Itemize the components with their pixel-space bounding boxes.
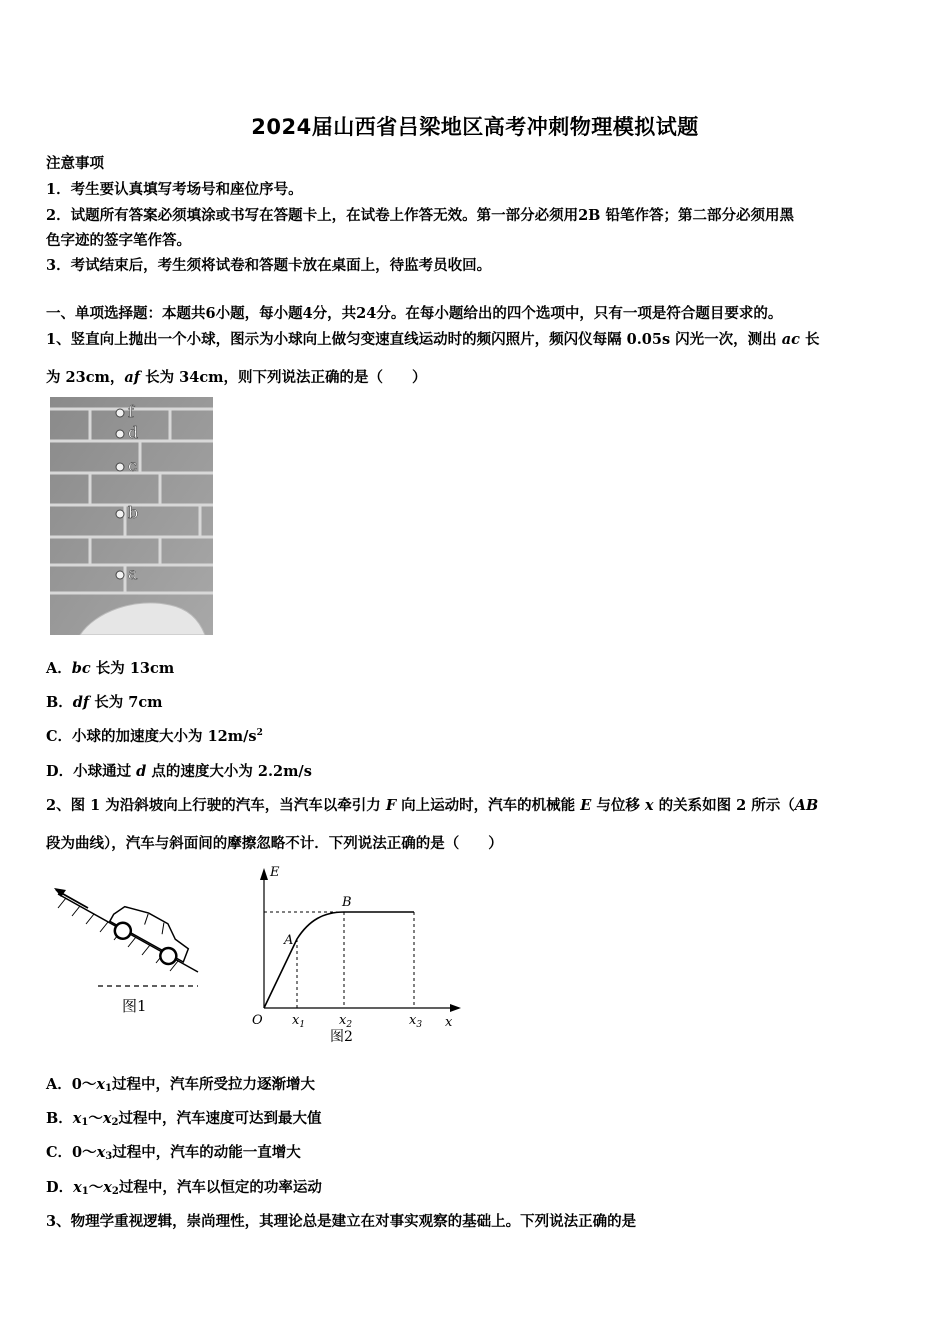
figure-2-label: 图2 [330, 1029, 353, 1045]
q2-var-ab: AB [794, 797, 819, 814]
figure-2-energy-graph [244, 860, 469, 1050]
option-tilde: ～ [88, 1179, 104, 1196]
q2-var-f: F [385, 797, 397, 814]
option-prefix: B． [46, 1110, 73, 1127]
q2-stem-text: 的关系如图 2 所示（ [653, 797, 795, 814]
note-item-3: 3．考试结束后，考生须将试卷和答题卡放在桌面上，待监考员收回。 [46, 257, 492, 274]
q2-stem-text: 2、图 1 为沿斜坡向上行驶的汽车，当汽车以牵引力 [46, 797, 386, 814]
option-var: x [103, 1179, 112, 1196]
exam-title: 2024届山西省吕梁地区高考冲刺物理模拟试题 [251, 115, 699, 139]
ball-a [116, 571, 124, 579]
label-b: b [128, 503, 139, 522]
figure-1-label: 图1 [122, 997, 147, 1015]
section-heading: 一、单项选择题：本题共6小题，每小题4分，共24分。在每小题给出的四个选项中，只有一项是符合题目要求的。 [46, 305, 783, 322]
option-text: 长为 7cm [89, 694, 163, 711]
option-tilde: ～ [88, 1110, 103, 1127]
option-var: x [96, 1144, 106, 1161]
q1-stem-text: 为 23cm， [46, 369, 125, 386]
option-var: df [72, 694, 90, 711]
ball-f [116, 409, 124, 417]
option-prefix: C．0～ [46, 1144, 97, 1161]
option-prefix: A． [46, 660, 72, 677]
y-axis-arrow-icon [260, 868, 268, 880]
q2-option-c [46, 1141, 301, 1162]
option-subscript: 2 [111, 1186, 119, 1197]
option-text: 过程中，汽车所受拉力逐渐增大 [111, 1076, 315, 1093]
label-d: d [128, 423, 139, 442]
q1-var-af: af [124, 369, 141, 386]
option-text: 长为 13cm [90, 660, 175, 677]
energy-curve [264, 912, 414, 1008]
y-axis-label: E [270, 865, 280, 880]
strobe-photo-figure [50, 397, 213, 635]
note-item-2: 2．试题所有答案必须填涂或书写在答题卡上，在试卷上作答无效。第一部分必须用2B 铅笔作答；第二部分必须用黑 [46, 207, 794, 224]
ball-b [116, 510, 124, 518]
q1-stem-text: 长为 34cm，则下列说法正确的是（ ） [140, 369, 427, 386]
tick-x3: $x_3$ [409, 1013, 423, 1030]
option-var: x [72, 1110, 82, 1127]
option-var: bc [71, 660, 91, 677]
q2-option-b [46, 1107, 322, 1128]
notes-heading: 注意事项 [46, 155, 104, 172]
note-item-1: 1．考生要认真填写考场号和座位序号。 [46, 181, 303, 198]
option-var: x [102, 1110, 112, 1127]
q1-option-b [46, 691, 163, 712]
q2-stem-line1 [46, 794, 818, 815]
q3-stem: 3、物理学重视逻辑，崇尚理性，其理论总是建立在对事实观察的基础上。下列说法正确的是 [46, 1213, 637, 1230]
option-subscript: 1 [105, 1083, 112, 1094]
q1-stem-text: 长 [799, 331, 820, 348]
option-text: C．小球的加速度大小为 12m/s [46, 728, 257, 745]
option-var: x [73, 1179, 82, 1196]
arrow-head-icon [54, 888, 66, 897]
option-subscript: 3 [105, 1151, 113, 1162]
option-prefix: D．小球通过 [46, 763, 137, 780]
option-superscript: 2 [256, 728, 263, 738]
q1-stem-text: 1、竖直向上抛出一个小球，图示为小球向上做匀变速直线运动时的频闪照片，频闪仪每隔 0.05s 闪光一次，测出 [46, 331, 782, 348]
q1-var-ac: ac [781, 331, 800, 348]
q2-var-e: E [580, 797, 592, 814]
option-text: 过程中，汽车以恒定的功率运动 [118, 1179, 322, 1196]
note-item-2-cont: 色字迹的签字笔作答。 [46, 232, 191, 249]
ball-c [116, 463, 124, 471]
origin-label: O [252, 1013, 263, 1028]
q2-stem-text: 向上运动时，汽车的机械能 [396, 797, 581, 814]
option-text: 过程中，汽车的动能一直增大 [112, 1144, 301, 1161]
option-subscript: 2 [111, 1117, 119, 1128]
q2-option-d [46, 1176, 322, 1197]
option-prefix: D． [46, 1179, 74, 1196]
q2-var-x: x [644, 797, 654, 814]
q2-stem-line2: 段为曲线），汽车与斜面间的摩擦忽略不计．下列说法正确的是（ ） [46, 835, 503, 852]
option-subscript: 1 [81, 1186, 89, 1197]
point-b-label: B [342, 895, 352, 910]
q2-option-a [46, 1073, 315, 1094]
label-f: f [128, 402, 134, 421]
q1-option-a [46, 657, 174, 678]
ball-d [116, 430, 124, 438]
q1-option-c [46, 725, 263, 746]
option-prefix: B． [46, 694, 73, 711]
q1-stem-line1 [46, 328, 820, 349]
option-var: d [136, 763, 147, 780]
q1-option-d [46, 760, 312, 781]
q2-stem-text: 与位移 [591, 797, 645, 814]
figure-1-car-on-slope [48, 884, 218, 1024]
option-subscript: 1 [81, 1117, 89, 1128]
label-a: a [128, 564, 138, 583]
q1-stem-line2 [46, 366, 427, 387]
x-axis-arrow-icon [450, 1004, 461, 1012]
option-text: 点的速度大小为 2.2m/s [146, 763, 312, 780]
car-icon [105, 899, 196, 971]
tick-x1: $x_1$ [292, 1013, 306, 1030]
tick-x2: $x_2$ [339, 1013, 353, 1030]
point-a-label: A [284, 933, 294, 948]
option-text: 过程中，汽车速度可达到最大值 [118, 1110, 322, 1127]
option-prefix: A．0～ [46, 1076, 97, 1093]
label-c: c [128, 456, 137, 475]
option-var: x [96, 1076, 105, 1093]
x-axis-label: x [445, 1015, 453, 1030]
